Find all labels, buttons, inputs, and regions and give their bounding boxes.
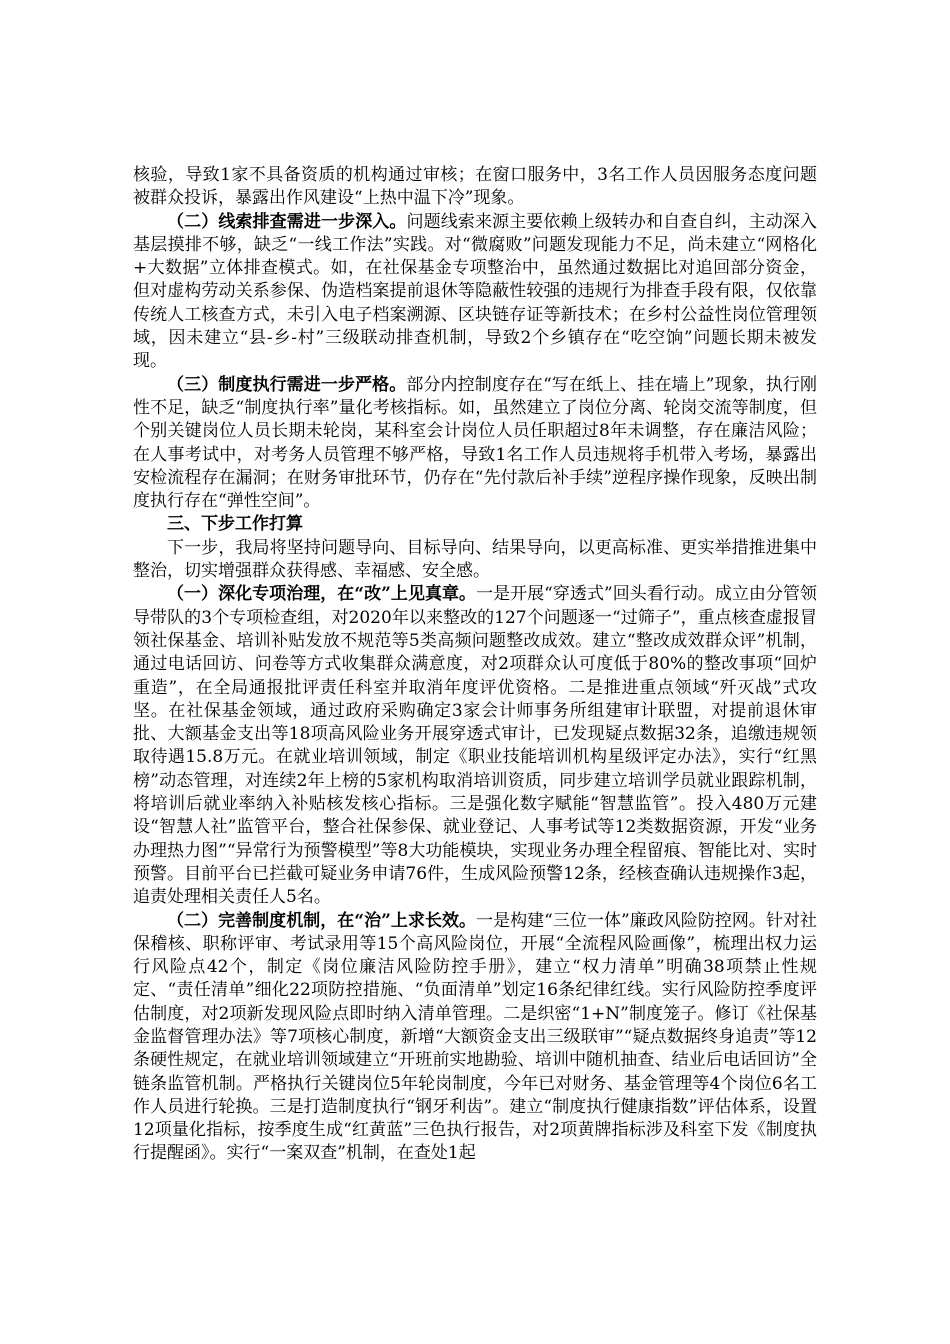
section-heading: 三、下步工作打算 bbox=[167, 514, 303, 535]
paragraph-lead: （二）完善制度机制，在“治”上求长效。 bbox=[167, 910, 477, 931]
paragraph-body: 一是构建“三位一体”廉政风险防控网。针对社保稽核、职称评审、考试录用等15个高风险岗位，开展“全流程风险画像”，梳理出权力运行风险点42个，制定《岗位廉洁风险防控手册》，建立“权力清单”明确38项禁止性规定、“责任清单”细化22项防控措施、“负面清单”划定16条纪律红线。实行风险防控季度评估制度，对2项新发现风险点即时纳入清单管理。二是织密“1+N”制度笼子。修订《社保基金监督管理办法》等7项核心制度，新增“大额资金支出三级联审”“疑点数据终身追责”等12条硬性规定，在就业培训领域建立“开班前实地勘验、培训中随机抽查、结业后电话回访”全链条监管机制。严格执行关键岗位5年轮岗制度，今年已对财务、基金管理等4个岗位6名工作人员进行轮换。三是打造制度执行“钢牙利齿”。建立“制度执行健康指数”评估体系，设置12项量化指标，按季度生成“红黄蓝”三色执行报告，对2项黄牌指标涉及科室下发《制度执行提醒函》。实行“一案双查”机制，在查处1起 bbox=[133, 910, 817, 1164]
paragraph-lead: （三）制度执行需进一步严格。 bbox=[167, 374, 407, 395]
paragraph-institutional-mechanism bbox=[133, 910, 817, 1166]
paragraph-body: 部分内控制度存在“写在纸上、挂在墙上”现象，执行刚性不足，缺乏“制度执行率”量化考核指标。如，虽然建立了岗位分离、轮岗交流等制度，但个别关键岗位人员长期未轮岗，某科室会计岗位人员任职超过8年未调整，存在廉洁风险；在人事考试中，对考务人员管理不够严格，导致1名工作人员违规将手机带入考场，暴露出安检流程存在漏洞；在财务审批环节，仍存在“先付款后补手续”逆程序操作现象，反映出制度执行存在“弹性空间”。 bbox=[133, 374, 818, 512]
paragraph-lead: （一）深化专项治理，在“改”上见真章。 bbox=[167, 584, 477, 605]
paragraph-clue-investigation bbox=[133, 211, 817, 374]
paragraph-body: 问题线索来源主要依赖上级转办和自查自纠，主动深入基层摸排不够，缺乏“一线工作法”实践。对“微腐败”问题发现能力不足，尚未建立“网格化+大数据”立体排查模式。如，在社保基金专项整治中，虽然通过数据比对追回部分资金，但对虚构劳动关系参保、伪造档案提前退休等隐蔽性较强的违规行为排查手段有限，仅依靠传统人工核查方式，未引入电子档案溯源、区块链存证等新技术；在乡村公益性岗位管理领域，因未建立“县-乡-村”三级联动排查机制，导致2个乡镇存在“吃空饷”问题长期未被发现。 bbox=[133, 211, 818, 372]
paragraph-next-steps-intro bbox=[133, 537, 817, 584]
paragraph-continuation bbox=[133, 164, 817, 211]
paragraph-body: 一是开展“穿透式”回头看行动。成立由分管领导带队的3个专项检查组，对2020年以来整改的127个问题逐一“过筛子”，重点核查虚报冒领社保基金、培训补贴发放不规范等5类高频问题整改成效。建立“整改成效群众评”机制，通过电话回访、问卷等方式收集群众满意度，对2项群众认可度低于80%的整改事项“回炉重造”，在全局通报批评责任科室并取消年度评优资格。二是推进重点领域“歼灭战”式攻坚。在社保基金领域，通过政府采购确定3家会计师事务所组建审计联盟，对提前退休审批、大额基金支出等18项高风险业务开展穿透式审计，已发现疑点数据32条，追缴违规领取待遇15.8万元。在就业培训领域，制定《职业技能培训机构星级评定办法》，实行“红黑榜”动态管理，对连续2年上榜的5家机构取消培训资质，同步建立培训学员就业跟踪机制，将培训后就业率纳入补贴核发核心指标。三是强化数字赋能“智慧监管”。投入480万元建设“智慧人社”监管平台，整合社保参保、就业登记、人事考试等12类数据资源，开发“业务办理热力图”“异常行为预警模型”等8大功能模块，实现业务办理全程留痕、智能比对、实时预警。目前平台已拦截可疑业务申请76件，生成风险预警12条，经核查确认违规操作3起，追责处理相关责任人5名。 bbox=[133, 584, 817, 908]
paragraph-body: 下一步，我局将坚持问题导向、目标导向、结果导向，以更高标准、更实举措推进集中整治，切实增强群众获得感、幸福感、安全感。 bbox=[133, 537, 817, 582]
document-page bbox=[133, 164, 817, 1166]
paragraph-system-execution bbox=[133, 374, 817, 514]
paragraph-body: 核验，导致1家不具备资质的机构通过审核；在窗口服务中，3名工作人员因服务态度问题被群众投诉，暴露出作风建设“上热中温下冷”现象。 bbox=[133, 165, 817, 209]
paragraph-lead: （二）线索排查需进一步深入。 bbox=[167, 211, 407, 232]
paragraph-special-governance bbox=[133, 583, 817, 909]
